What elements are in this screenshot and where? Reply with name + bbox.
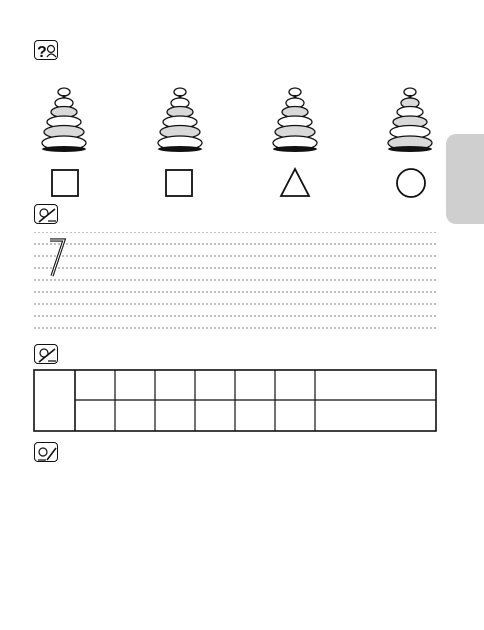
- pyramid-3: [273, 88, 317, 152]
- number-3: [397, 169, 425, 197]
- question-icon: [34, 40, 58, 60]
- pyramids-row: [30, 86, 450, 156]
- pencil-icon: [34, 442, 58, 462]
- section-tab: [446, 134, 484, 224]
- number-shapes: [40, 166, 440, 200]
- number-2: [52, 170, 78, 196]
- writing-icon: [34, 204, 58, 224]
- number-7: [166, 170, 192, 196]
- dot-table: [33, 369, 438, 433]
- big-number: [36, 372, 74, 430]
- pyramid-4: [388, 88, 432, 152]
- pyramid-2: [158, 88, 202, 152]
- circle-grids: [28, 472, 448, 572]
- pyramid-1: [42, 88, 86, 152]
- writing-icon: [34, 344, 58, 364]
- svg-text:?: ?: [37, 44, 47, 60]
- tracing-grid: [34, 232, 436, 330]
- number-5: [281, 176, 309, 198]
